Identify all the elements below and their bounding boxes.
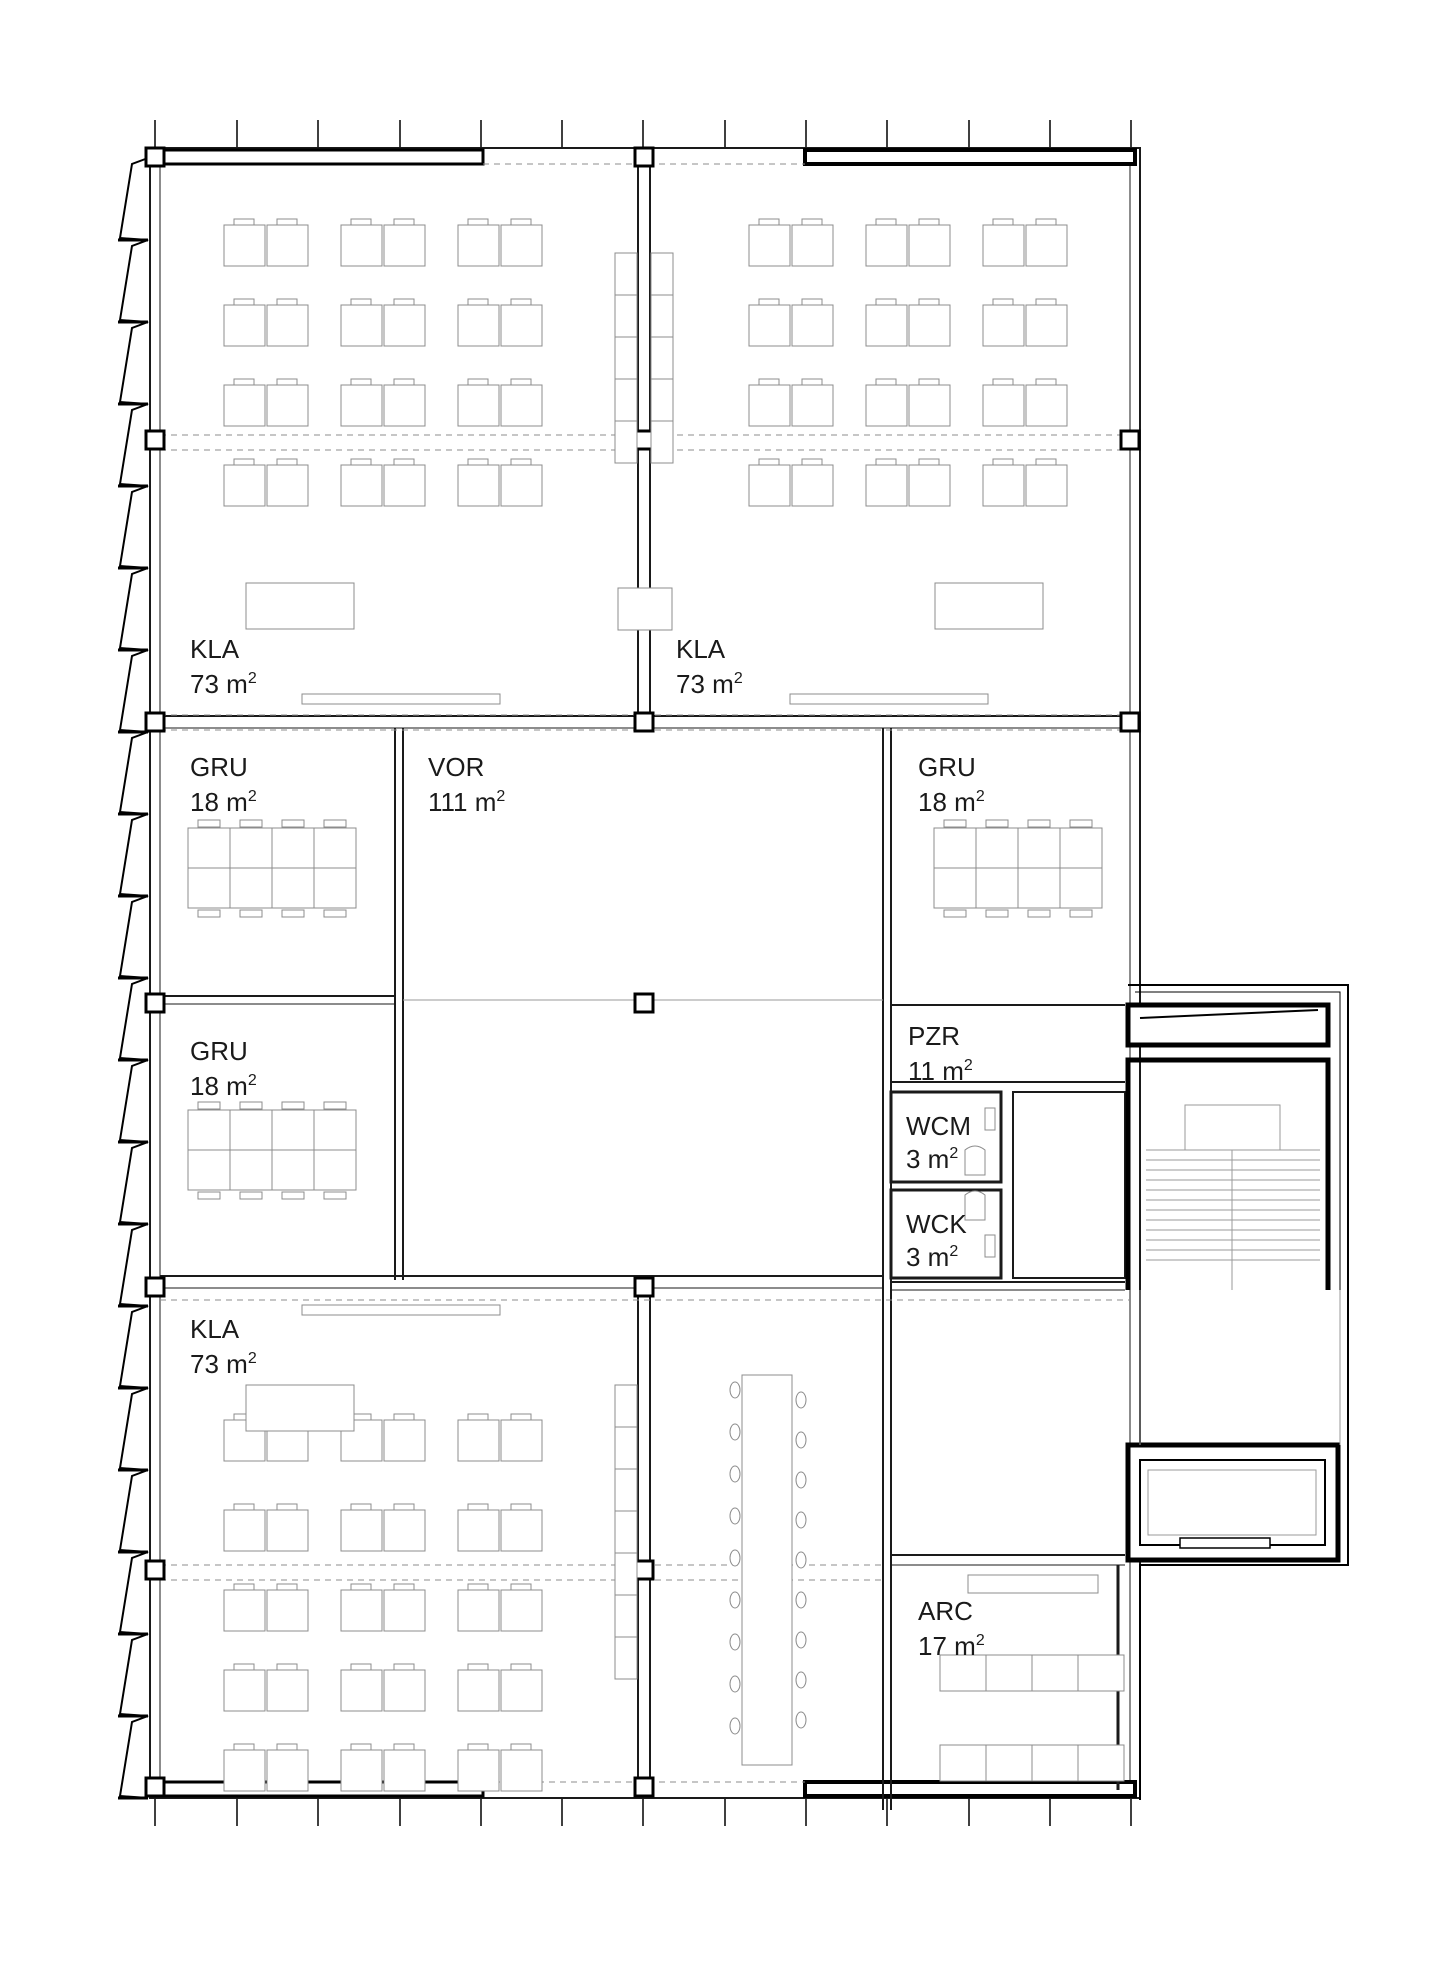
desk — [501, 1670, 542, 1711]
chair — [240, 820, 262, 827]
desk — [909, 385, 950, 426]
desk — [384, 1510, 425, 1551]
group-table — [934, 828, 976, 868]
desk — [749, 305, 790, 346]
chair — [468, 1584, 488, 1590]
desk — [1026, 465, 1067, 506]
chair — [351, 1664, 371, 1670]
desk — [224, 225, 265, 266]
shelf — [651, 295, 673, 337]
teacher-desk — [935, 583, 1043, 629]
desk — [224, 465, 265, 506]
room-area-arc: 17 $m^2$ — [918, 1631, 985, 1661]
room-label-gru-w1: GRU — [190, 752, 248, 782]
column — [146, 713, 164, 731]
whiteboard — [790, 694, 988, 704]
stool — [730, 1634, 740, 1650]
stool — [796, 1392, 806, 1408]
chair — [511, 1414, 531, 1420]
shelf — [651, 253, 673, 295]
group-table — [314, 828, 356, 868]
desk — [384, 1750, 425, 1791]
shelf — [615, 1427, 637, 1469]
chair — [198, 820, 220, 827]
chair — [468, 299, 488, 305]
desk — [909, 225, 950, 266]
chair — [511, 1584, 531, 1590]
stool — [796, 1672, 806, 1688]
counter — [968, 1575, 1098, 1593]
group-table — [976, 828, 1018, 868]
group-table — [230, 1150, 272, 1190]
desk — [224, 1670, 265, 1711]
desk — [384, 1670, 425, 1711]
desk — [501, 1750, 542, 1791]
chair — [351, 379, 371, 385]
chair — [468, 1414, 488, 1420]
shelf — [615, 1511, 637, 1553]
shelf — [615, 1637, 637, 1679]
shelf — [651, 379, 673, 421]
stool — [730, 1676, 740, 1692]
chair — [351, 1504, 371, 1510]
shelf — [615, 1553, 637, 1595]
chair — [1070, 910, 1092, 917]
archive-shelf — [986, 1745, 1032, 1781]
chair — [234, 299, 254, 305]
group-table — [1060, 828, 1102, 868]
stool — [730, 1550, 740, 1566]
chair — [876, 379, 896, 385]
chair — [802, 379, 822, 385]
chair — [282, 1102, 304, 1109]
shelf — [615, 1469, 637, 1511]
chair — [234, 459, 254, 465]
chair — [919, 379, 939, 385]
stool — [730, 1382, 740, 1398]
chair — [876, 299, 896, 305]
chair — [1036, 299, 1056, 305]
group-table — [188, 1150, 230, 1190]
chair — [468, 219, 488, 225]
column — [635, 431, 653, 449]
chair — [468, 459, 488, 465]
stool — [730, 1592, 740, 1608]
desk — [866, 385, 907, 426]
column — [635, 994, 653, 1012]
stool — [730, 1718, 740, 1734]
stool — [796, 1552, 806, 1568]
group-table — [272, 1150, 314, 1190]
desk — [224, 305, 265, 346]
column — [635, 1278, 653, 1296]
chair — [802, 219, 822, 225]
stool — [730, 1508, 740, 1524]
column — [635, 148, 653, 166]
chair — [1036, 459, 1056, 465]
chair — [277, 1664, 297, 1670]
chair — [277, 1584, 297, 1590]
room-label-kla-ne: KLA — [676, 634, 726, 664]
chair — [993, 379, 1013, 385]
desk — [384, 225, 425, 266]
group-table — [1018, 868, 1060, 908]
stool — [796, 1432, 806, 1448]
chair — [234, 1744, 254, 1750]
desk — [792, 225, 833, 266]
group-table — [272, 1110, 314, 1150]
column — [146, 431, 164, 449]
desk — [224, 1510, 265, 1551]
chair — [1036, 219, 1056, 225]
chair — [234, 1504, 254, 1510]
shelf — [615, 1385, 637, 1427]
chair — [240, 1192, 262, 1199]
chair — [759, 379, 779, 385]
desk — [983, 305, 1024, 346]
desk — [501, 305, 542, 346]
column — [635, 713, 653, 731]
desk — [384, 465, 425, 506]
chair — [944, 820, 966, 827]
desk — [341, 225, 382, 266]
desk — [341, 1750, 382, 1791]
desk — [983, 465, 1024, 506]
chair — [993, 299, 1013, 305]
archive-shelf — [1032, 1655, 1078, 1691]
group-table — [976, 868, 1018, 908]
chair — [234, 1584, 254, 1590]
chair — [394, 459, 414, 465]
chair — [277, 379, 297, 385]
stool — [796, 1472, 806, 1488]
chair — [394, 379, 414, 385]
group-table — [314, 868, 356, 908]
desk — [983, 385, 1024, 426]
room-area-vor: 111 $m^2$ — [428, 787, 506, 817]
teacher-desk — [246, 1385, 354, 1431]
chair — [468, 1504, 488, 1510]
desk — [458, 1420, 499, 1461]
shelf — [615, 421, 637, 463]
archive-shelf — [940, 1745, 986, 1781]
desk — [267, 1510, 308, 1551]
chair — [198, 1102, 220, 1109]
chair — [234, 379, 254, 385]
room-area-kla-sw: 73 $m^2$ — [190, 1349, 257, 1379]
archive-shelf — [1078, 1655, 1124, 1691]
column — [1121, 431, 1139, 449]
chair — [468, 1744, 488, 1750]
desk — [341, 1590, 382, 1631]
chair — [351, 1744, 371, 1750]
desk — [224, 385, 265, 426]
group-table — [188, 868, 230, 908]
stool — [796, 1712, 806, 1728]
room-area-wck: 3 $m^2$ — [906, 1242, 959, 1272]
desk — [384, 1590, 425, 1631]
chair — [277, 299, 297, 305]
shelf — [615, 337, 637, 379]
room-area-kla-ne: 73 $m^2$ — [676, 669, 743, 699]
chair — [394, 1504, 414, 1510]
desk — [341, 385, 382, 426]
desk — [384, 305, 425, 346]
desk — [983, 225, 1024, 266]
room-area-gru-e: 18 $m^2$ — [918, 787, 985, 817]
chair — [240, 1102, 262, 1109]
desk — [341, 1670, 382, 1711]
sink — [985, 1108, 995, 1130]
teacher-desk — [246, 583, 354, 629]
chair — [759, 299, 779, 305]
chair — [876, 219, 896, 225]
group-table — [230, 828, 272, 868]
chair — [198, 1192, 220, 1199]
chair — [511, 1664, 531, 1670]
desk — [792, 385, 833, 426]
room-label-gru-w2: GRU — [190, 1036, 248, 1066]
desk — [267, 305, 308, 346]
chair — [324, 1102, 346, 1109]
desk — [501, 225, 542, 266]
chair — [351, 219, 371, 225]
chair — [394, 219, 414, 225]
desk — [267, 1590, 308, 1631]
desk — [792, 465, 833, 506]
desk — [1026, 385, 1067, 426]
desk — [501, 465, 542, 506]
chair — [511, 1744, 531, 1750]
desk — [749, 385, 790, 426]
desk — [909, 465, 950, 506]
room-label-wcm: WCM — [906, 1111, 971, 1141]
desk — [267, 1750, 308, 1791]
chair — [1028, 820, 1050, 827]
desk — [458, 385, 499, 426]
chair — [394, 1414, 414, 1420]
chair — [511, 379, 531, 385]
chair — [277, 1744, 297, 1750]
desk — [501, 1590, 542, 1631]
west-facade-sawtooth — [118, 158, 148, 1798]
room-label-gru-e: GRU — [918, 752, 976, 782]
archive-shelf — [1032, 1745, 1078, 1781]
chair — [394, 1584, 414, 1590]
shelf — [615, 253, 637, 295]
chair — [919, 299, 939, 305]
desk — [224, 1590, 265, 1631]
room-label-pzr: PZR — [908, 1021, 960, 1051]
shelf — [615, 295, 637, 337]
shelf — [615, 379, 637, 421]
chair — [198, 910, 220, 917]
column — [146, 1778, 164, 1796]
chair — [993, 459, 1013, 465]
desk — [458, 1670, 499, 1711]
chair — [802, 299, 822, 305]
stool — [796, 1592, 806, 1608]
column — [635, 1778, 653, 1796]
chair — [993, 219, 1013, 225]
shelf — [651, 337, 673, 379]
desk — [792, 305, 833, 346]
column — [1121, 713, 1139, 731]
desk — [458, 305, 499, 346]
desk — [267, 385, 308, 426]
chair — [802, 459, 822, 465]
column — [146, 1278, 164, 1296]
chair — [919, 459, 939, 465]
desk — [501, 1420, 542, 1461]
chair — [876, 459, 896, 465]
chair — [277, 219, 297, 225]
chair — [986, 820, 1008, 827]
room-area-gru-w1: 18 $m^2$ — [190, 787, 257, 817]
room-area-pzr: 11 $m^2$ — [908, 1056, 973, 1086]
chair — [277, 1504, 297, 1510]
chair — [282, 910, 304, 917]
chair — [351, 1584, 371, 1590]
chair — [759, 459, 779, 465]
sink — [985, 1235, 995, 1257]
whiteboard — [302, 1305, 500, 1315]
room-area-gru-w2: 18 $m^2$ — [190, 1071, 257, 1101]
chair — [511, 459, 531, 465]
chair — [324, 1192, 346, 1199]
column — [635, 1561, 653, 1579]
chair — [394, 1744, 414, 1750]
chair — [234, 219, 254, 225]
chair — [986, 910, 1008, 917]
group-table — [314, 1110, 356, 1150]
room-label-kla-nw: KLA — [190, 634, 240, 664]
chair — [324, 820, 346, 827]
group-table — [934, 868, 976, 908]
room-label-wck: WCK — [906, 1209, 967, 1239]
room-area-wcm: 3 $m^2$ — [906, 1144, 959, 1174]
group-table — [188, 828, 230, 868]
desk — [866, 465, 907, 506]
group-table — [272, 868, 314, 908]
chair — [240, 910, 262, 917]
desk — [1026, 225, 1067, 266]
group-table — [1018, 828, 1060, 868]
desk — [458, 1510, 499, 1551]
whiteboard — [302, 694, 500, 704]
chair — [511, 299, 531, 305]
group-table — [272, 828, 314, 868]
cabinet — [618, 588, 672, 630]
stool — [796, 1512, 806, 1528]
desk — [866, 305, 907, 346]
desk — [341, 305, 382, 346]
chair — [234, 1664, 254, 1670]
chair — [1028, 910, 1050, 917]
stool — [796, 1632, 806, 1648]
chair — [919, 219, 939, 225]
stool — [730, 1424, 740, 1440]
desk — [458, 225, 499, 266]
room-label-arc: ARC — [918, 1596, 973, 1626]
chair — [1070, 820, 1092, 827]
desk — [1026, 305, 1067, 346]
chair — [468, 379, 488, 385]
chair — [282, 820, 304, 827]
stool — [730, 1466, 740, 1482]
column — [146, 994, 164, 1012]
column — [146, 148, 164, 166]
group-table — [230, 1110, 272, 1150]
chair — [324, 910, 346, 917]
chair — [351, 299, 371, 305]
group-table — [230, 868, 272, 908]
desk — [866, 225, 907, 266]
chair — [944, 910, 966, 917]
chair — [468, 1664, 488, 1670]
bench-table — [742, 1375, 792, 1765]
desk — [749, 225, 790, 266]
toilet — [965, 1146, 985, 1175]
desk — [458, 465, 499, 506]
chair — [394, 299, 414, 305]
chair — [511, 1504, 531, 1510]
chair — [394, 1664, 414, 1670]
room-area-kla-nw: 73 $m^2$ — [190, 669, 257, 699]
chair — [511, 219, 531, 225]
shelf — [615, 1595, 637, 1637]
desk — [341, 465, 382, 506]
archive-shelf — [986, 1655, 1032, 1691]
desk — [458, 1590, 499, 1631]
chair — [277, 459, 297, 465]
toilet — [965, 1191, 985, 1220]
room-label-vor: VOR — [428, 752, 485, 782]
desk — [384, 385, 425, 426]
column — [146, 1561, 164, 1579]
stair-core — [1128, 985, 1348, 1800]
desk — [501, 1510, 542, 1551]
archive-shelf — [1078, 1745, 1124, 1781]
shelf — [651, 421, 673, 463]
desk — [224, 1750, 265, 1791]
desk — [384, 1420, 425, 1461]
group-table — [1060, 868, 1102, 908]
desk — [341, 1510, 382, 1551]
group-table — [314, 1150, 356, 1190]
desk — [909, 305, 950, 346]
desk — [501, 385, 542, 426]
desk — [267, 465, 308, 506]
chair — [282, 1192, 304, 1199]
desk — [458, 1750, 499, 1791]
landing — [1185, 1105, 1280, 1150]
group-table — [188, 1110, 230, 1150]
desk — [267, 1670, 308, 1711]
chair — [1036, 379, 1056, 385]
desk — [267, 225, 308, 266]
room-label-kla-sw: KLA — [190, 1314, 240, 1344]
chair — [759, 219, 779, 225]
chair — [351, 459, 371, 465]
desk — [749, 465, 790, 506]
